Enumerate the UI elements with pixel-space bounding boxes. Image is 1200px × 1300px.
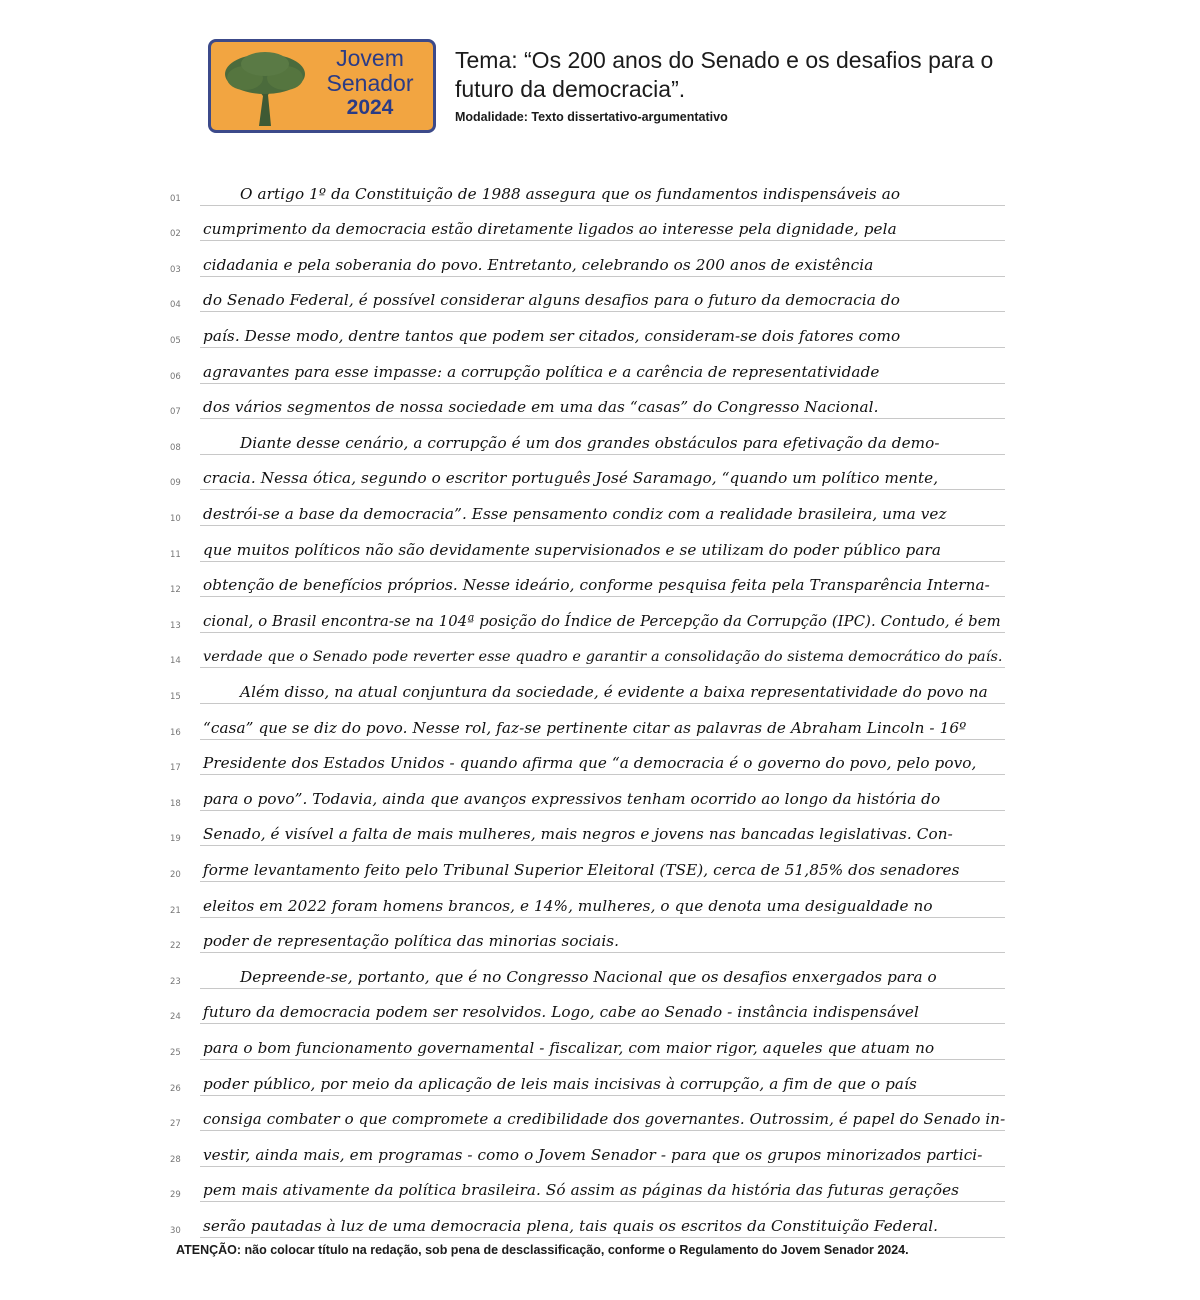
essay-line xyxy=(0,704,1200,740)
line-number: 14 xyxy=(170,656,181,667)
line-number: 22 xyxy=(170,941,181,952)
line-number: 26 xyxy=(170,1083,181,1094)
line-text: país. Desse modo, dentre tantos que podem ser citados, consideram-se dois fatores como xyxy=(203,326,901,345)
essay-line xyxy=(0,775,1200,811)
essay-line xyxy=(0,348,1200,384)
line-text: eleitos em 2022 foram homens brancos, e 14%, mulheres, o que denota uma desigualdade no xyxy=(203,896,933,915)
line-number: 18 xyxy=(170,798,181,809)
line-text: cumprimento da democracia estão diretamente ligados ao interesse pela dignidade, pela xyxy=(203,220,897,239)
line-number: 04 xyxy=(170,300,181,311)
essay-line xyxy=(0,206,1200,242)
essay-line xyxy=(0,562,1200,598)
essay-line xyxy=(0,455,1200,491)
line-text: cional, o Brasil encontra-se na 104ª posição do Índice de Percepção da Corrupção (IPC). Contudo, é bem xyxy=(203,612,1001,630)
line-text: poder público, por meio da aplicação de leis mais incisivas à corrupção, a fim de que o país xyxy=(203,1074,917,1093)
line-number: 11 xyxy=(170,549,181,560)
line-text: verdade que o Senado pode reverter esse quadro e garantir a consolidação do sistema democrático do país. xyxy=(203,649,1003,666)
line-text: vestir, ainda mais, em programas - como o Jovem Senador - para que os grupos minorizados partici- xyxy=(203,1145,983,1164)
essay-line xyxy=(0,597,1200,633)
essay-line xyxy=(0,1060,1200,1096)
line-text: Presidente dos Estados Unidos - quando afirma que “a democracia é o governo do povo, pelo povo, xyxy=(203,754,977,773)
line-number: 10 xyxy=(170,513,181,524)
line-number: 19 xyxy=(170,834,181,845)
essay-line xyxy=(0,846,1200,882)
essay-line xyxy=(0,241,1200,277)
line-number: 17 xyxy=(170,763,181,774)
line-text: pem mais ativamente da política brasileira. Só assim as páginas da história das futuras gerações xyxy=(203,1181,960,1200)
line-number: 27 xyxy=(170,1119,181,1130)
line-number: 15 xyxy=(170,691,181,702)
line-text: cidadania e pela soberania do povo. Entretanto, celebrando os 200 anos de existência xyxy=(203,255,874,274)
line-number: 13 xyxy=(170,620,181,631)
line-text: O artigo 1º da Constituição de 1988 assegura que os fundamentos indispensáveis ao xyxy=(240,184,901,203)
logo-year: 2024 xyxy=(346,96,394,119)
line-number: 09 xyxy=(170,478,181,489)
essay-line xyxy=(0,1167,1200,1203)
line-number: 16 xyxy=(170,727,181,738)
essay-line xyxy=(0,1024,1200,1060)
line-text: agravantes para esse impasse: a corrupção política e a carência de representatividade xyxy=(203,362,880,381)
line-text: forme levantamento feito pelo Tribunal Superior Eleitoral (TSE), cerca de 51,85% dos senadores xyxy=(203,860,960,879)
essay-line xyxy=(0,1202,1200,1238)
essay-line xyxy=(0,277,1200,313)
line-text: para o povo”. Todavia, ainda que avanços expressivos tenham ocorrido ao longo da história do xyxy=(203,789,941,808)
essay-line xyxy=(0,312,1200,348)
essay-line xyxy=(0,633,1200,669)
line-text: destrói-se a base da democracia”. Esse pensamento condiz com a realidade brasileira, uma vez xyxy=(203,504,947,523)
essay-line xyxy=(0,384,1200,420)
line-text: que muitos políticos não são devidamente supervisionados e se utilizam do poder público para xyxy=(203,540,942,559)
essay-line xyxy=(0,1096,1200,1132)
line-number: 23 xyxy=(170,976,181,987)
essay-line xyxy=(0,989,1200,1025)
essay-line xyxy=(0,526,1200,562)
line-text: futuro da democracia podem ser resolvidos. Logo, cabe ao Senado - instância indispensável xyxy=(203,1003,919,1022)
line-text: Diante desse cenário, a corrupção é um dos grandes obstáculos para efetivação da demo- xyxy=(240,433,940,452)
ruled-line xyxy=(200,1237,1005,1238)
essay-theme: Tema: “Os 200 anos do Senado e os desafios para o futuro da democracia”. xyxy=(455,47,994,102)
line-number: 03 xyxy=(170,264,181,275)
line-text: poder de representação política das minorias sociais. xyxy=(203,932,620,951)
line-number: 01 xyxy=(170,193,181,204)
essay-line xyxy=(0,918,1200,954)
line-number: 20 xyxy=(170,869,181,880)
essay-line xyxy=(0,811,1200,847)
line-text: serão pautadas à luz de uma democracia plena, tais quais os escritos da Constituição Federal. xyxy=(203,1216,939,1235)
essay-line xyxy=(0,668,1200,704)
logo-word-senador: Senador xyxy=(326,70,414,96)
essay-line xyxy=(0,490,1200,526)
line-text: cracia. Nessa ótica, segundo o escritor português José Saramago, “quando um político mente, xyxy=(203,469,939,488)
essay-modality: Modalidade: Texto dissertativo-argumentativo xyxy=(455,110,728,124)
line-number: 24 xyxy=(170,1012,181,1023)
line-text: dos vários segmentos de nossa sociedade em uma das “casas” do Congresso Nacional. xyxy=(203,398,879,417)
line-number: 05 xyxy=(170,335,181,346)
line-number: 28 xyxy=(170,1154,181,1165)
line-number: 07 xyxy=(170,407,181,418)
line-text: consiga combater o que compromete a credibilidade dos governantes. Outrossim, é papel do Senado in- xyxy=(203,1110,1006,1129)
line-number: 08 xyxy=(170,442,181,453)
line-text: “casa” que se diz do povo. Nesse rol, faz-se pertinente citar as palavras de Abraham Lincoln - 16º xyxy=(203,718,967,737)
line-number: 12 xyxy=(170,585,181,596)
line-text: Senado, é visível a falta de mais mulheres, mais negros e jovens nas bancadas legislativas. Con- xyxy=(203,825,953,844)
line-number: 06 xyxy=(170,371,181,382)
line-text: do Senado Federal, é possível considerar alguns desafios para o futuro da democracia do xyxy=(203,291,900,310)
essay-line xyxy=(0,882,1200,918)
line-text: obtenção de benefícios próprios. Nesse ideário, conforme pesquisa feita pela Transparência Interna- xyxy=(203,576,990,595)
essay-line xyxy=(0,953,1200,989)
essay-line xyxy=(0,1131,1200,1167)
line-number: 30 xyxy=(170,1225,181,1236)
line-number: 21 xyxy=(170,905,181,916)
essay-line xyxy=(0,170,1200,206)
footer-warning: ATENÇÃO: não colocar título na redação, sob pena de desclassificação, conforme o Regulamento do Jovem Senador 2024. xyxy=(176,1243,909,1257)
line-text: Depreende-se, portanto, que é no Congresso Nacional que os desafios enxergados para o xyxy=(240,967,937,986)
line-text: para o bom funcionamento governamental - fiscalizar, com maior rigor, aqueles que atuam no xyxy=(203,1038,935,1057)
line-text: Além disso, na atual conjuntura da sociedade, é evidente a baixa representatividade do povo na xyxy=(240,682,988,701)
line-number: 29 xyxy=(170,1190,181,1201)
logo-word-jovem: Jovem xyxy=(336,45,404,71)
essay-line xyxy=(0,419,1200,455)
line-number: 02 xyxy=(170,229,181,240)
essay-line xyxy=(0,740,1200,776)
line-number: 25 xyxy=(170,1047,181,1058)
